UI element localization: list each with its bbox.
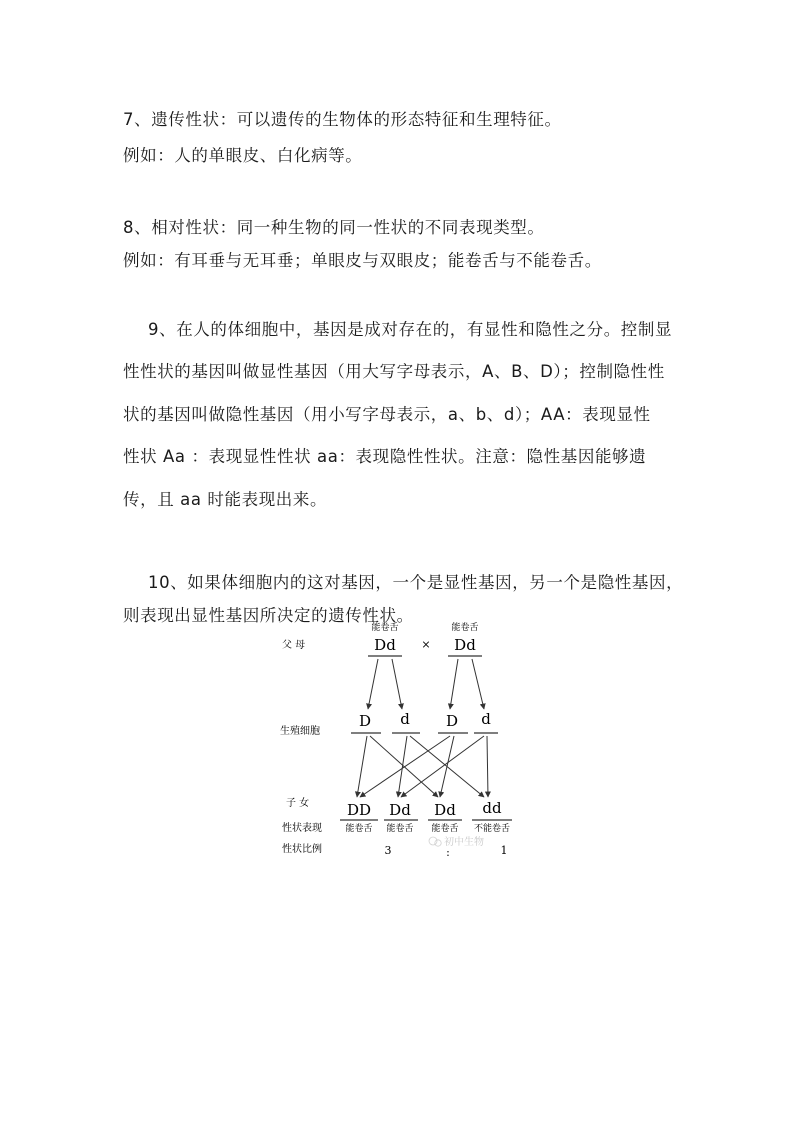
arrow-parent2-gamete-d-lower: [472, 659, 484, 709]
parent1-trait: 能卷舌: [371, 623, 399, 633]
watermark-text: 初中生物: [444, 837, 484, 848]
child-4-trait: 不能卷舌: [473, 824, 511, 834]
row-label-offspring: 子 女: [286, 798, 310, 809]
arrow-parent1-gamete-d-upper: [368, 659, 378, 709]
item-8-definition: 8、相对性状：同一种生物的同一性状的不同表现类型。: [123, 218, 545, 237]
child-3-trait: 能卷舌: [431, 824, 459, 834]
arrow-parent1-gamete-d-lower: [392, 659, 402, 709]
arrow-parent2-gamete-d-upper: [450, 659, 458, 709]
child-1-genotype: DD: [346, 801, 372, 819]
item-7-definition: 7、遗传性状：可以遗传的生物体的形态特征和生理特征。: [123, 110, 562, 129]
gamete-3: D: [445, 712, 459, 730]
item-8-example: 例如：有耳垂与无耳垂；单眼皮与双眼皮；能卷舌与不能卷舌。: [123, 251, 602, 270]
child-3-genotype: Dd: [434, 801, 456, 819]
cross-symbol: ×: [421, 638, 431, 651]
ratio-separator: :: [446, 846, 450, 859]
item-10-line: 10、如果体细胞内的这对基因，一个是显性基因，另一个是隐性基因，: [148, 573, 684, 592]
child-2-trait: 能卷舌: [386, 824, 414, 834]
wechat-icon-bubble: [435, 840, 441, 846]
item-9-line: 9、在人的体细胞中，基因是成对存在的，有显性和隐性之分。控制显: [148, 320, 673, 339]
row-label-parents: 父 母: [282, 640, 306, 651]
row-label-ratio: 性状比例: [282, 844, 322, 855]
ratio-recessive: 1: [500, 844, 508, 857]
parent2-trait: 能卷舌: [451, 623, 479, 633]
parent2-genotype: Dd: [454, 636, 476, 654]
watermark: [429, 835, 484, 848]
inheritance-diagram: [270, 612, 530, 862]
row-label-germ-cells: 生殖细胞: [280, 726, 320, 737]
ratio-dominant: 3: [384, 844, 392, 857]
arrow-gamete-offspring: [370, 736, 438, 797]
item-9-line: 状的基因叫做隐性基因（用小写字母表示，a、b、d）；AA：表现显性: [123, 405, 651, 424]
parent1-genotype: Dd: [374, 636, 396, 654]
gamete-2: d: [400, 710, 410, 728]
child-2-genotype: Dd: [389, 801, 411, 819]
item-7-example: 例如：人的单眼皮、白化病等。: [123, 146, 363, 165]
arrow-gamete-offspring: [360, 736, 450, 797]
item-9-line: 性性状的基因叫做显性基因（用大写字母表示，A、B、D）；控制隐性性: [123, 362, 665, 381]
child-1-trait: 能卷舌: [345, 824, 373, 834]
gamete-1: D: [358, 712, 372, 730]
item-10-line: 则表现出显性基因所决定的遗传性状。: [123, 606, 414, 625]
inheritance-diagram-svg: [270, 612, 530, 862]
gamete-4: d: [481, 710, 491, 728]
row-label-phenotype: 性状表现: [282, 823, 322, 834]
item-9-line: 传，且 aa 时能表现出来。: [123, 490, 328, 509]
child-4-genotype: dd: [482, 799, 502, 817]
item-9-line: 性状 Aa ：表现显性性状 aa：表现隐性性状。注意：隐性基因能够遗: [123, 447, 647, 466]
arrow-gamete-offspring: [487, 736, 488, 797]
arrow-gamete-offspring: [357, 736, 367, 797]
